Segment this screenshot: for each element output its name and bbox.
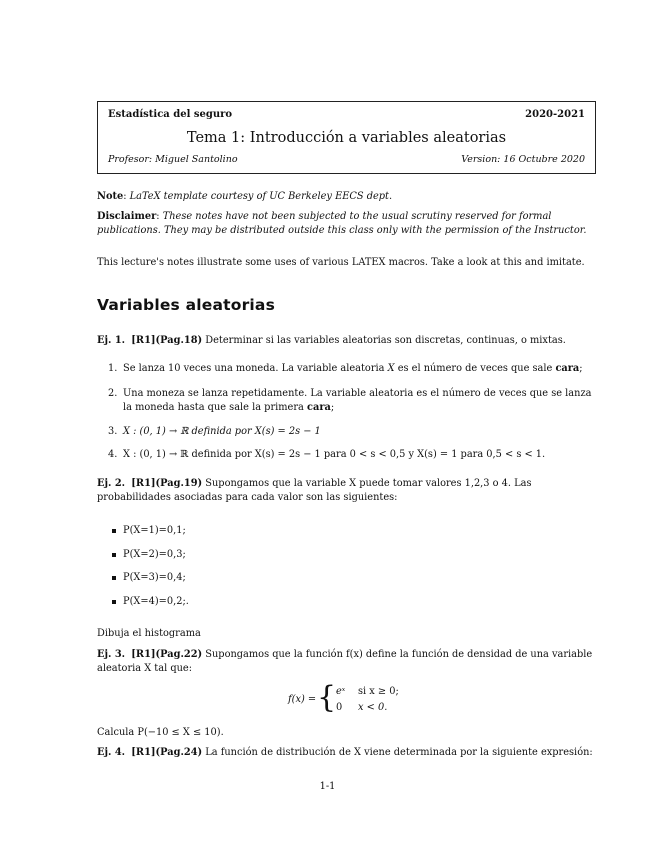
item-number: 1. — [108, 363, 118, 374]
item-number: 4. — [108, 449, 118, 460]
case-2-value: 0 — [336, 702, 343, 713]
exercise-2-text: Supongamos que la variable X puede tomar valores 1,2,3 o 4. Las probabilidades asociadas para cada valor son las siguientes: — [97, 478, 532, 503]
item-text: Se lanza 10 veces una moneda. La variable aleatoria X es el número de veces que sale cara; — [123, 363, 583, 374]
note-text: LaTeX template courtesy of UC Berkeley EECS dept. — [129, 191, 393, 202]
case-1-value: eˣ — [336, 686, 346, 697]
intro-text-b: macros. Take a look at this and imitate. — [385, 257, 585, 268]
exercise-4-text: La función de distribución de X viene determinada por la siguiente expresión: — [205, 747, 593, 758]
equation-lhs: f(x) = — [288, 694, 317, 705]
exercise-2-ref: [R1](Pag.19) — [131, 478, 203, 489]
exercise-2-label: Ej. 2. — [97, 478, 126, 489]
note-label: Note — [97, 191, 124, 202]
version-date: Version: 16 Octubre 2020 — [461, 154, 585, 165]
exercise-3-label: Ej. 3. — [97, 649, 126, 660]
note-paragraph: Note: LaTeX template courtesy of UC Berkeley EECS dept. — [97, 191, 393, 202]
bullet-icon — [112, 553, 116, 557]
bullet-icon — [112, 600, 116, 604]
bullet-icon — [112, 576, 116, 580]
item-text: X : (0, 1) → ℝ definida por X(s) = 2s − 1 para 0 < s < 0,5 y X(s) = 1 para 0,5 < s < 1. — [123, 449, 546, 460]
lecture-title: Tema 1: Introducción a variables aleatorias — [186, 130, 507, 146]
disclaimer-paragraph: Disclaimer: These notes have not been subjected to the usual scrutiny reserved for formal publications. They may be distributed outside this class only with the permission of the Instructor. — [97, 211, 587, 236]
lecture-header-box — [97, 101, 596, 174]
item-text: P(X=3)=0,4; — [123, 572, 186, 583]
exercise-3-ref: [R1](Pag.22) — [131, 649, 203, 660]
item-text: P(X=1)=0,1; — [123, 525, 186, 536]
exercise-4-statement — [97, 746, 597, 760]
exercise-2-followup: Dibuja el histograma — [97, 628, 201, 639]
item-text: Una moneza se lanza repetidamente. La variable aleatoria es el número de veces que se lanza la moneda hasta que sale la primera cara; — [123, 388, 592, 413]
latex-logo: LATEX — [351, 257, 386, 268]
exercise-3-text: Supongamos que la función f(x) define la función de densidad de una variable aleatoria X tal que: — [97, 649, 593, 674]
item-text: P(X=2)=0,3; — [123, 549, 186, 560]
case-1-condition: si x ≥ 0; — [358, 686, 399, 697]
exercise-1-statement — [97, 334, 597, 348]
intro-paragraph — [97, 256, 597, 270]
item-text: X : (0, 1) → ℝ definida por X(s) = 2s − 1 — [123, 426, 321, 437]
course-name: Estadística del seguro — [108, 109, 233, 120]
professor-name: Profesor: Miguel Santolino — [108, 154, 238, 165]
exercise-4-label: Ej. 4. — [97, 747, 126, 758]
exercise-1-label: Ej. 1. — [97, 335, 126, 346]
exercise-3-followup: Calcula P(−10 ≤ X ≤ 10). — [97, 727, 224, 738]
exercise-3-statement — [97, 648, 597, 676]
intro-text-a: This lecture's notes illustrate some uses of various — [97, 257, 352, 268]
exercise-2-statement — [97, 477, 597, 505]
exercise-4-ref: [R1](Pag.24) — [131, 747, 203, 758]
item-text: P(X=4)=0,2;. — [123, 596, 189, 607]
section-title: Variables aleatorias — [97, 296, 276, 314]
item-number: 2. — [108, 388, 118, 399]
disclaimer-text: These notes have not been subjected to the usual scrutiny reserved for formal publications. They may be distributed outside this class only with the permission of the Instructor. — [97, 211, 587, 236]
bullet-icon — [112, 529, 116, 533]
disclaimer-label: Disclaimer — [97, 211, 157, 222]
exercise-1-text: Determinar si las variables aleatorias son discretas, continuas, o mixtas. — [205, 335, 566, 346]
page-number: 1-1 — [319, 781, 336, 792]
item-number: 3. — [108, 426, 118, 437]
exercise-1-ref: [R1](Pag.18) — [131, 335, 203, 346]
case-2-condition: x < 0. — [358, 702, 388, 713]
academic-year: 2020-2021 — [525, 109, 585, 120]
left-brace: { — [317, 680, 337, 715]
